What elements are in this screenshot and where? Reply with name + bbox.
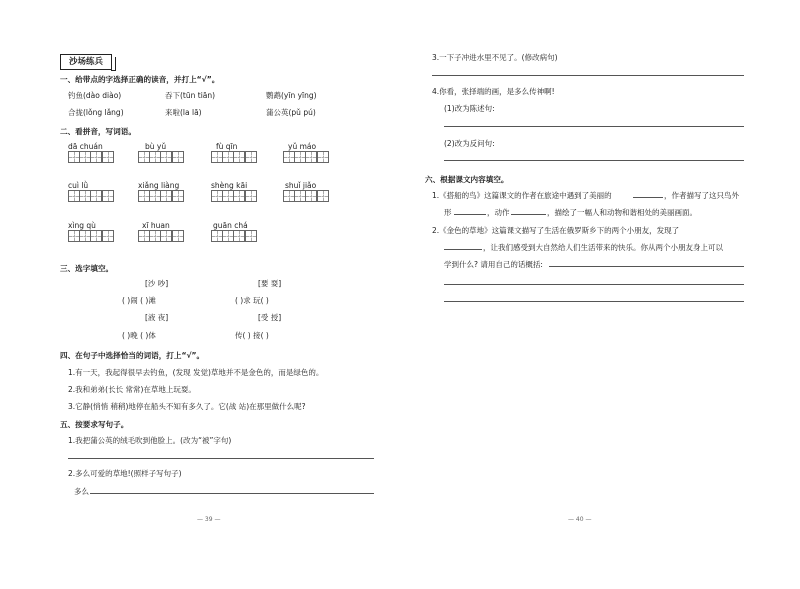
q1-item-2: 吞下(tūn tiān) (165, 91, 216, 100)
writing-grid[interactable] (68, 190, 113, 202)
blank-line[interactable] (633, 197, 663, 198)
q6-p1c: 形 (444, 208, 452, 217)
q6-heading: 六、根据课文内容填空。 (425, 175, 509, 184)
blank-line[interactable] (444, 249, 482, 250)
q1-item-6: 蒲公英(pǔ pú) (266, 108, 316, 117)
q6-p2b: ，让我们感受到大自然给人们生活带来的快乐。你从两个小朋友身上可以 (483, 243, 723, 252)
q5-heading: 五、按要求写句子。 (60, 420, 129, 429)
answer-line[interactable] (432, 75, 744, 76)
writing-grid[interactable] (138, 190, 183, 202)
pinyin-3: fù qīn (216, 142, 238, 151)
pinyin-5: cuì lǜ (68, 181, 89, 190)
section-title: 沙场练兵 (60, 54, 112, 70)
page-number-left: — 39 — (197, 516, 221, 523)
pinyin-4: yǔ máo (288, 142, 317, 151)
writing-grid[interactable] (138, 151, 183, 163)
pinyin-11: guān chá (213, 221, 248, 230)
writing-grid[interactable] (283, 151, 328, 163)
q6-p1e: ，描绘了一幅人和动物和谐相处的美丽画面。 (547, 208, 697, 217)
writing-grid[interactable] (68, 151, 113, 163)
r-sentence-4-1: (1)改为陈述句: (444, 104, 495, 113)
r-sentence-4: 4.你看，张择端的画，是多么传神啊! (432, 87, 555, 96)
q6-p2a: 2.《金色的草地》这篇课文描写了生活在俄罗斯乡下的两个小朋友，发现了 (432, 226, 680, 235)
q4-heading: 四、在句子中选择恰当的词语，打上“√”。 (60, 351, 205, 360)
writing-grid[interactable] (211, 230, 256, 242)
q6-p1d: ，动作 (487, 208, 510, 217)
q6-p1a: 1.《搭船的鸟》这篇课文的作者在旅途中遇到了美丽的 (432, 191, 612, 200)
answer-line[interactable] (444, 126, 744, 127)
pinyin-10: xī huan (142, 221, 170, 230)
q3-row-1a: ( )闹 ( )滩 (122, 296, 156, 305)
q3-group-2: [要 耍] (258, 279, 282, 288)
q6-p2c: 学到什么? 请用自己的话概括: (444, 260, 543, 269)
q3-group-1: [沙 吵] (145, 279, 169, 288)
q5-sentence-2: 2.多么可爱的草地!(照样子写句子) (68, 469, 182, 478)
q5-lead-word: 多么 (74, 487, 89, 496)
pinyin-7: shèng kāi (211, 181, 248, 190)
q5-sentence-1: 1.我把蒲公英的绒毛吹到他脸上。(改为“被”字句) (68, 436, 232, 445)
writing-grid[interactable] (138, 230, 183, 242)
writing-grid[interactable] (283, 190, 328, 202)
q1-item-5: 来啦(la lā) (165, 108, 202, 117)
blank-line[interactable] (511, 214, 546, 215)
q3-heading: 三、选字填空。 (60, 264, 114, 273)
pinyin-8: shuǐ jiǎo (285, 181, 317, 190)
r-sentence-4-2: (2)改为反问句: (444, 139, 495, 148)
q6-p1b: ，作者描写了这只鸟外 (664, 191, 739, 200)
q1-item-1: 钓鱼(dào diào) (68, 91, 122, 100)
q3-row-2a: ( )晚 ( )体 (122, 331, 156, 340)
q2-heading: 二、看拼音，写词语。 (60, 127, 136, 136)
answer-line[interactable] (549, 266, 744, 267)
page-number-right: — 40 — (568, 516, 592, 523)
answer-line[interactable] (90, 493, 374, 494)
answer-line[interactable] (444, 160, 744, 161)
pinyin-6: xiǎng liàng (138, 181, 180, 190)
answer-line[interactable] (68, 458, 374, 459)
answer-line[interactable] (444, 284, 744, 285)
q1-item-4: 合拢(lǒng lǎng) (68, 108, 124, 117)
blank-line[interactable] (454, 214, 486, 215)
r-sentence-3: 3.一下子冲进水里不见了。(修改病句) (432, 53, 558, 62)
writing-grid[interactable] (211, 151, 256, 163)
q4-sentence-1: 1.有一天，我起得很早去钓鱼，(发现 发觉)草地并不是金色的，而是绿色的。 (68, 368, 324, 377)
writing-grid[interactable] (211, 190, 256, 202)
q3-row-1b: ( )求 玩( ) (235, 296, 269, 305)
pinyin-1: dā chuán (68, 142, 103, 151)
q3-row-2b: 传( ) 接( ) (235, 331, 269, 340)
writing-grid[interactable] (68, 230, 113, 242)
q1-heading: 一、给带点的字选择正确的读音，并打上“√”。 (60, 75, 220, 84)
pinyin-2: bù yǔ (145, 142, 167, 151)
q4-sentence-3: 3.它静(悄悄 稍稍)地停在船头不知有多久了。它(战 站)在那里做什么呢? (68, 402, 306, 411)
pinyin-9: xìng qù (68, 221, 96, 230)
q1-item-3: 鹦鹉(yīn yīng) (266, 91, 317, 100)
answer-line[interactable] (444, 301, 744, 302)
q3-group-3: [液 夜] (145, 313, 169, 322)
q3-group-4: [受 授] (258, 313, 282, 322)
q4-sentence-2: 2.我和弟弟(长长 常常)在草地上玩耍。 (68, 385, 196, 394)
